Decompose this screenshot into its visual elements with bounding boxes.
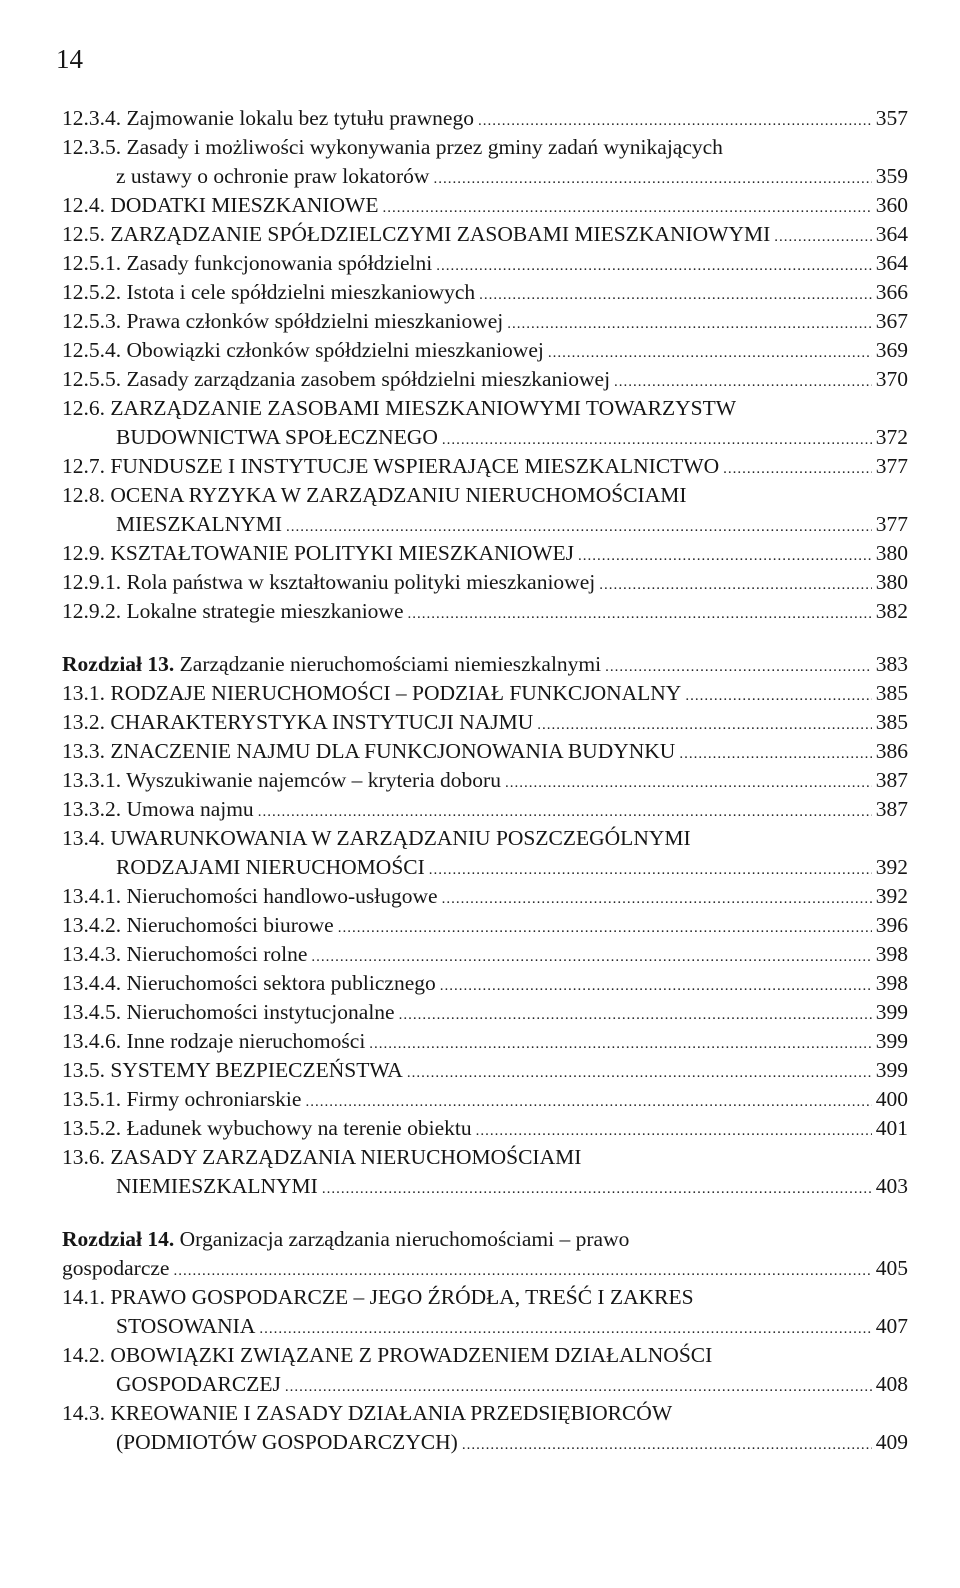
page-ref: 380	[872, 568, 908, 597]
entry-title-continued: BUDOWNICTWA SPOŁECZNEGO	[62, 423, 442, 452]
entry-title: 13.4.5. Nieruchomości instytucjonalne	[62, 998, 399, 1027]
toc-entry	[62, 679, 908, 708]
entry-title: 13.3. ZNACZENIE NAJMU DLA FUNKCJONOWANIA BUDYNKU	[62, 737, 679, 766]
entry-title: 12.5.4. Obowiązki członków spółdzielni mieszkaniowej	[62, 336, 548, 365]
toc-chapter-14	[62, 1225, 908, 1283]
dot-leader	[507, 310, 872, 336]
toc-entry	[62, 394, 908, 452]
page-ref: 377	[872, 510, 908, 539]
entry-title: 14.3. KREOWANIE I ZASADY DZIAŁANIA PRZEDSIĘBIORCÓW	[62, 1401, 673, 1425]
page-ref: 398	[872, 969, 908, 998]
entry-title: 13.4.4. Nieruchomości sektora publicznego	[62, 969, 440, 998]
page-ref: 385	[872, 708, 908, 737]
dot-leader	[476, 1117, 872, 1143]
page-ref: 385	[872, 679, 908, 708]
entry-title-continued: MIESZKALNYMI	[62, 510, 286, 539]
dot-leader	[605, 653, 872, 679]
toc-entry	[62, 1056, 908, 1085]
page-ref: 364	[872, 249, 908, 278]
page-ref: 364	[872, 220, 908, 249]
toc-entry	[62, 597, 908, 626]
toc-entry	[62, 191, 908, 220]
dot-leader	[548, 339, 872, 365]
entry-title: 13.5.1. Firmy ochroniarskie	[62, 1085, 305, 1114]
dot-leader	[479, 281, 872, 307]
page-ref: 366	[872, 278, 908, 307]
dot-leader	[442, 426, 872, 452]
toc-entry	[62, 307, 908, 336]
entry-title: 13.4.2. Nieruchomości biurowe	[62, 911, 338, 940]
entry-title: 12.5.2. Istota i cele spółdzielni mieszkaniowych	[62, 278, 479, 307]
toc-entry	[62, 278, 908, 307]
toc-entry	[62, 882, 908, 911]
dot-leader	[478, 107, 872, 133]
entry-title: 12.5.3. Prawa członków spółdzielni mieszkaniowej	[62, 307, 507, 336]
dot-leader	[685, 682, 871, 708]
toc-entry	[62, 104, 908, 133]
entry-title: 13.6. ZASADY ZARZĄDZANIA NIERUCHOMOŚCIAMI	[62, 1145, 582, 1169]
page-ref: 372	[872, 423, 908, 452]
dot-leader	[259, 1315, 871, 1341]
dot-leader	[408, 600, 872, 626]
entry-title: 12.9.1. Rola państwa w kształtowaniu polityki mieszkaniowej	[62, 568, 599, 597]
toc-entry	[62, 1399, 908, 1457]
toc-entry	[62, 539, 908, 568]
toc-entry	[62, 1085, 908, 1114]
entry-title: 13.3.1. Wyszukiwanie najemców – kryteria doboru	[62, 766, 505, 795]
toc-entry	[62, 998, 908, 1027]
page-ref: 399	[872, 998, 908, 1027]
page-ref: 407	[872, 1312, 908, 1341]
dot-leader	[505, 769, 872, 795]
table-of-contents	[62, 104, 908, 1457]
dot-leader	[442, 885, 872, 911]
entry-title: 12.3.5. Zasady i możliwości wykonywania przez gminy zadań wynikających	[62, 135, 723, 159]
dot-leader	[407, 1059, 872, 1085]
chapter-label: Rozdział 13.	[62, 652, 175, 676]
toc-entry	[62, 1341, 908, 1399]
page-ref: 369	[872, 336, 908, 365]
page-ref: 400	[872, 1085, 908, 1114]
dot-leader	[723, 455, 872, 481]
dot-leader	[433, 165, 871, 191]
entry-title: 12.9. KSZTAŁTOWANIE POLITYKI MIESZKANIOWEJ	[62, 539, 578, 568]
entry-title-continued: z ustawy o ochronie praw lokatorów	[62, 162, 433, 191]
dot-leader	[305, 1088, 871, 1114]
dot-leader	[383, 194, 872, 220]
entry-title: 13.4.3. Nieruchomości rolne	[62, 940, 311, 969]
entry-title: 13.3.2. Umowa najmu	[62, 795, 258, 824]
toc-entry	[62, 365, 908, 394]
chapter-title: Organizacja zarządzania nieruchomościami – prawo	[179, 1227, 630, 1251]
dot-leader	[462, 1431, 872, 1457]
page-ref: 367	[872, 307, 908, 336]
entry-title: 12.5.5. Zasady zarządzania zasobem spółdzielni mieszkaniowej	[62, 365, 614, 394]
toc-entry	[62, 766, 908, 795]
dot-leader	[286, 513, 872, 539]
dot-leader	[285, 1373, 872, 1399]
toc-entry	[62, 1143, 908, 1201]
page-ref: 392	[872, 853, 908, 882]
page-ref: 387	[872, 766, 908, 795]
toc-entry	[62, 1027, 908, 1056]
entry-title: 13.5. SYSTEMY BEZPIECZEŃSTWA	[62, 1056, 407, 1085]
entry-title: 12.7. FUNDUSZE I INSTYTUCJE WSPIERAJĄCE MIESZKALNICTWO	[62, 452, 723, 481]
dot-leader	[322, 1175, 872, 1201]
entry-title: 13.1. RODZAJE NIERUCHOMOŚCI – PODZIAŁ FUNKCJONALNY	[62, 679, 685, 708]
toc-entry	[62, 969, 908, 998]
dot-leader	[338, 914, 872, 940]
toc-entry	[62, 911, 908, 940]
dot-leader	[774, 223, 871, 249]
entry-title: 12.3.4. Zajmowanie lokalu bez tytułu prawnego	[62, 104, 478, 133]
toc-entry	[62, 220, 908, 249]
page-ref: 360	[872, 191, 908, 220]
page-ref: 380	[872, 539, 908, 568]
toc-group-chapter-12	[62, 104, 908, 626]
entry-title: 13.5.2. Ładunek wybuchowy na terenie obiektu	[62, 1114, 476, 1143]
toc-entry	[62, 1114, 908, 1143]
toc-entry	[62, 824, 908, 882]
page-ref: 408	[872, 1370, 908, 1399]
toc-entry	[62, 452, 908, 481]
toc-entry	[62, 133, 908, 191]
toc-entry	[62, 1283, 908, 1341]
dot-leader	[429, 856, 872, 882]
dot-leader	[369, 1030, 871, 1056]
dot-leader	[173, 1257, 871, 1283]
entry-title: 12.8. OCENA RYZYKA W ZARZĄDZANIU NIERUCHOMOŚCIAMI	[62, 483, 687, 507]
toc-entry	[62, 481, 908, 539]
chapter-title-continued: gospodarcze	[62, 1254, 173, 1283]
entry-title-continued: STOSOWANIA	[62, 1312, 259, 1341]
dot-leader	[258, 798, 872, 824]
toc-group-chapter-13	[62, 679, 908, 1201]
chapter-label: Rozdział 14.	[62, 1227, 175, 1251]
entry-title: 13.2. CHARAKTERYSTYKA INSTYTUCJI NAJMU	[62, 708, 537, 737]
page-ref: 382	[872, 597, 908, 626]
toc-group-chapter-14	[62, 1283, 908, 1457]
dot-leader	[614, 368, 872, 394]
dot-leader	[311, 943, 871, 969]
toc-entry	[62, 249, 908, 278]
page-ref: 392	[872, 882, 908, 911]
entry-title-continued: NIEMIESZKALNYMI	[62, 1172, 322, 1201]
page-ref: 377	[872, 452, 908, 481]
dot-leader	[436, 252, 872, 278]
toc-entry	[62, 708, 908, 737]
chapter-title: Zarządzanie nieruchomościami niemieszkalnymi	[179, 652, 602, 676]
entry-title: 13.4. UWARUNKOWANIA W ZARZĄDZANIU POSZCZEGÓLNYMI	[62, 826, 691, 850]
page-ref: 359	[872, 162, 908, 191]
entry-title: 13.4.1. Nieruchomości handlowo-usługowe	[62, 882, 442, 911]
entry-title: 13.4.6. Inne rodzaje nieruchomości	[62, 1027, 369, 1056]
entry-title: 14.1. PRAWO GOSPODARCZE – JEGO ŹRÓDŁA, TREŚĆ I ZAKRES	[62, 1285, 694, 1309]
dot-leader	[537, 711, 872, 737]
entry-title: 12.9.2. Lokalne strategie mieszkaniowe	[62, 597, 408, 626]
page-ref: 396	[872, 911, 908, 940]
page-ref: 399	[872, 1056, 908, 1085]
page-ref: 398	[872, 940, 908, 969]
entry-title-continued: RODZAJAMI NIERUCHOMOŚCI	[62, 853, 429, 882]
dot-leader	[440, 972, 872, 998]
dot-leader	[599, 571, 872, 597]
entry-title-continued: GOSPODARCZEJ	[62, 1370, 285, 1399]
page-number: 14	[56, 44, 83, 74]
page-ref: 387	[872, 795, 908, 824]
entry-title: 12.5.1. Zasady funkcjonowania spółdzielni	[62, 249, 436, 278]
dot-leader	[679, 740, 871, 766]
page-ref: 405	[872, 1254, 908, 1283]
page-ref: 383	[872, 650, 908, 679]
toc-entry	[62, 795, 908, 824]
page-ref: 399	[872, 1027, 908, 1056]
dot-leader	[578, 542, 872, 568]
entry-title: 12.6. ZARZĄDZANIE ZASOBAMI MIESZKANIOWYMI TOWARZYSTW	[62, 396, 737, 420]
toc-entry	[62, 737, 908, 766]
page-ref: 401	[872, 1114, 908, 1143]
entry-title: 14.2. OBOWIĄZKI ZWIĄZANE Z PROWADZENIEM DZIAŁALNOŚCI	[62, 1343, 713, 1367]
dot-leader	[399, 1001, 872, 1027]
toc-chapter-13	[62, 650, 908, 679]
page-ref: 370	[872, 365, 908, 394]
toc-entry	[62, 568, 908, 597]
toc-entry	[62, 336, 908, 365]
entry-title-continued: (PODMIOTÓW GOSPODARCZYCH)	[62, 1428, 462, 1457]
page-ref: 403	[872, 1172, 908, 1201]
page-ref: 409	[872, 1428, 908, 1457]
page-ref: 386	[872, 737, 908, 766]
entry-title: 12.5. ZARZĄDZANIE SPÓŁDZIELCZYMI ZASOBAMI MIESZKANIOWYMI	[62, 220, 774, 249]
page-ref: 357	[872, 104, 908, 133]
entry-title: 12.4. DODATKI MIESZKANIOWE	[62, 191, 383, 220]
toc-entry	[62, 940, 908, 969]
